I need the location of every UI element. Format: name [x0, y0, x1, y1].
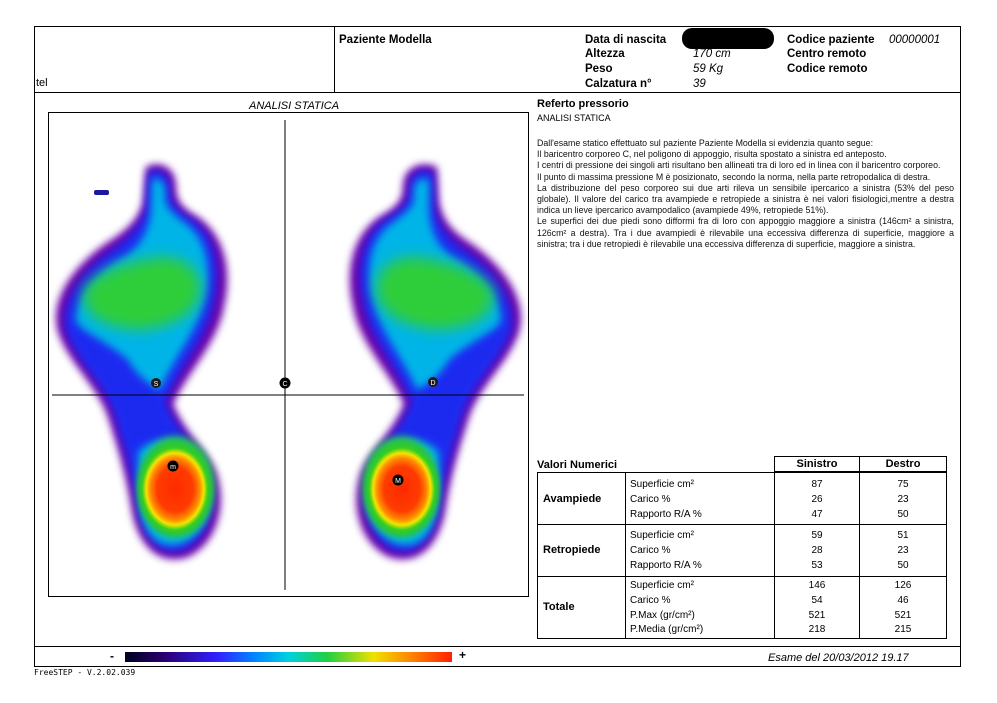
- value-right: 23: [897, 494, 909, 505]
- dob-label: Data di nascita: [585, 34, 667, 46]
- row-label: Carico %: [630, 595, 671, 606]
- report-subtitle: ANALISI STATICA: [537, 113, 611, 123]
- report-paragraph: Dall'esame statico effettuato sul paziente Paziente Modella si evidenzia quanto segue:: [537, 138, 874, 148]
- remote-code-label: Codice remoto: [787, 63, 868, 75]
- weight-label: Peso: [585, 63, 613, 75]
- header-divider: [34, 92, 961, 93]
- group-avampiede: Avampiede: [543, 493, 602, 505]
- svg-text:D: D: [430, 380, 436, 387]
- row-label: Superficie cm²: [630, 580, 694, 591]
- svg-text:S: S: [153, 381, 159, 388]
- footer-divider: [34, 646, 961, 647]
- values-table: [537, 456, 947, 639]
- value-left: 28: [811, 545, 823, 556]
- svg-text:C: C: [282, 381, 288, 388]
- report-paragraph: Il punto di massima pressione M è posizionato, secondo la norma, nella parte retropodalica di destra.: [537, 171, 931, 182]
- marker-d: [428, 377, 438, 387]
- version-label: FreeSTEP - V.2.02.039: [34, 668, 136, 677]
- pressure-color-scale: [125, 652, 452, 662]
- height-label: Altezza: [585, 48, 625, 60]
- report-body: [537, 138, 954, 250]
- value-left: 47: [811, 509, 823, 520]
- value-right: 215: [894, 624, 912, 635]
- header-separator: [334, 26, 335, 92]
- row-label: Superficie cm²: [630, 479, 694, 490]
- value-left: 26: [811, 494, 823, 505]
- table-title: Valori Numerici: [537, 459, 618, 471]
- patient-code-value: 00000001: [889, 34, 941, 46]
- patient-name: Paziente Modella: [339, 34, 432, 46]
- marker-s: [151, 378, 161, 388]
- row-label: Rapporto R/A %: [630, 509, 702, 520]
- value-left: 87: [811, 479, 823, 490]
- svg-text:M: M: [395, 478, 401, 485]
- group-retropiede: Retropiede: [543, 544, 601, 556]
- marker-c: [280, 378, 291, 389]
- weight-value: 59 Kg: [693, 63, 724, 75]
- scale-minus: -: [110, 649, 114, 663]
- patient-code-label: Codice paziente: [787, 34, 875, 46]
- col-destro: Destro: [859, 456, 947, 472]
- analysis-title: ANALISI STATICA: [249, 100, 340, 112]
- marker-m-right: [393, 475, 404, 486]
- value-left: 54: [811, 595, 823, 606]
- value-right: 126: [894, 580, 912, 591]
- value-right: 521: [894, 610, 912, 621]
- shoe-label: Calzatura n°: [585, 78, 652, 90]
- report-paragraph: La distribuzione del peso corporeo sui due arti rileva un sensibile ipercarico a sinistra (53% del peso globale). Il valore del carico tra avampiede e retropiede a sinistra è nei valori fisiologici,mentre a destra indica un lieve ipercarico avampodalico (avampiede 49%, retropiede 51%).: [537, 182, 954, 216]
- marker-m-left: [168, 461, 179, 472]
- row-label: Carico %: [630, 494, 671, 505]
- footprint-panel: [48, 112, 529, 597]
- scale-plus: +: [459, 648, 467, 662]
- dob-redacted: [682, 28, 774, 49]
- row-label: P.Max (gr/cm²): [630, 610, 695, 621]
- row-label: Superficie cm²: [630, 530, 694, 541]
- col-sinistro: Sinistro: [774, 456, 860, 472]
- svg-text:m: m: [170, 464, 176, 471]
- shoe-value: 39: [693, 78, 706, 90]
- tel-label: tel: [36, 77, 48, 89]
- report-title: Referto pressorio: [537, 98, 629, 110]
- value-left: 521: [808, 610, 826, 621]
- value-right: 50: [897, 509, 909, 520]
- exam-date: Esame del 20/03/2012 19.17: [768, 652, 909, 664]
- row-label: Carico %: [630, 545, 671, 556]
- report-paragraph: Le superfici dei due piedi sono difformi fra di loro con appoggio maggiore a sinistra (146cm² a sinistra, 126cm² a destra). Tra i due avampiedi è rilevabile una eccessiva differenza di superficie, maggiore a sinistra; tra i due retropiedi è rilevabile una eccessiva differenza di superficie, maggiore a sinistra.: [537, 216, 954, 249]
- row-label: Rapporto R/A %: [630, 560, 702, 571]
- group-totale: Totale: [543, 601, 575, 613]
- report-paragraph: I centri di pressione dei singoli arti risultano ben allineati tra di loro ed in linea con il baricentro corporeo.: [537, 160, 941, 171]
- value-right: 50: [897, 560, 909, 571]
- value-right: 51: [897, 530, 909, 541]
- row-label: P.Media (gr/cm²): [630, 624, 704, 635]
- remote-center-label: Centro remoto: [787, 48, 867, 60]
- value-left: 218: [808, 624, 826, 635]
- value-right: 75: [897, 479, 909, 490]
- value-right: 23: [897, 545, 909, 556]
- value-left: 59: [811, 530, 823, 541]
- value-left: 53: [811, 560, 823, 571]
- value-right: 46: [897, 595, 909, 606]
- height-value: 170 cm: [693, 48, 731, 60]
- value-left: 146: [808, 580, 826, 591]
- report-paragraph: Il baricentro corporeo C, nel poligono di appoggio, risulta spostato a sinistra ed anteposto.: [537, 149, 887, 160]
